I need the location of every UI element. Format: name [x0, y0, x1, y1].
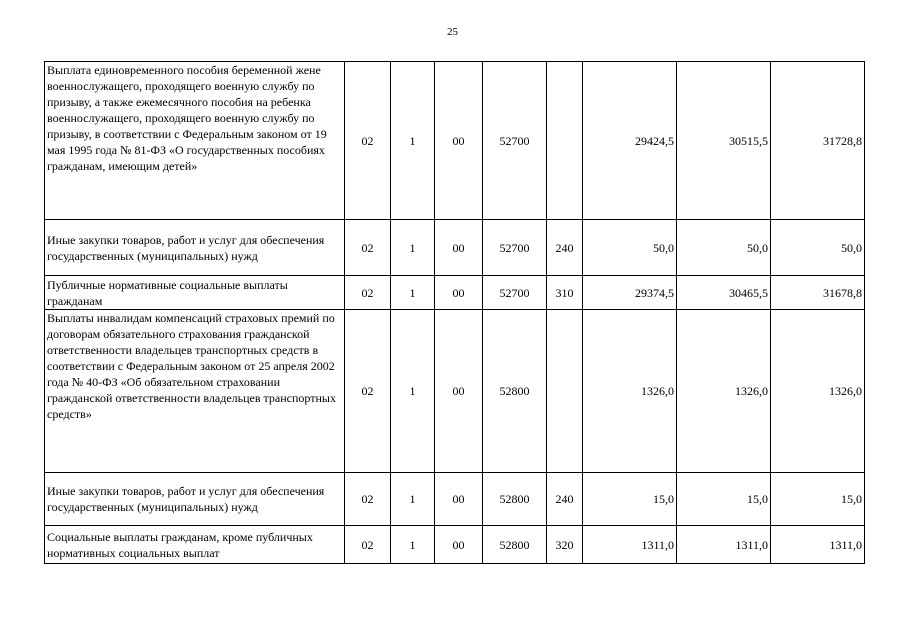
program-code: 1 [391, 276, 435, 310]
program-code: 1 [391, 310, 435, 473]
amount-year-2: 50,0 [677, 220, 771, 276]
direction-code: 52800 [483, 526, 547, 564]
direction-code: 52800 [483, 310, 547, 473]
section-code: 02 [345, 526, 391, 564]
section-code: 02 [345, 62, 391, 220]
subprogram-code: 00 [435, 220, 483, 276]
amount-year-1: 29374,5 [583, 276, 677, 310]
section-code: 02 [345, 310, 391, 473]
page-number: 25 [447, 26, 458, 38]
table-row [45, 526, 865, 564]
row-description: Социальные выплаты гражданам, кроме публичных нормативных социальных выплат [45, 526, 345, 564]
program-code: 1 [391, 220, 435, 276]
direction-code: 52700 [483, 62, 547, 220]
expense-type-code: 310 [547, 276, 583, 310]
expense-type-code: 240 [547, 473, 583, 526]
amount-year-3: 15,0 [771, 473, 865, 526]
subprogram-code: 00 [435, 62, 483, 220]
program-code: 1 [391, 526, 435, 564]
section-code: 02 [345, 276, 391, 310]
expense-type-code: 240 [547, 220, 583, 276]
amount-year-1: 15,0 [583, 473, 677, 526]
row-description: Выплата единовременного пособия беременной жене военнослужащего, проходящего военную службу по призыву, а также ежемесячного пособия на ребенка военнослужащего, проходящего военную службу по призыву, в соответствии с Федеральным законом от 19 мая 1995 года № 81-ФЗ «О государственных пособиях гражданам, имеющим детей» [45, 62, 345, 220]
section-code: 02 [345, 220, 391, 276]
table-row [45, 62, 865, 220]
row-description: Выплаты инвалидам компенсаций страховых премий по договорам обязательного страхования гражданской ответственности владельцев транспортных средств в соответствии с Федеральным законом от 25 апреля 2002 года № 40-ФЗ «Об обязательном страховании гражданской ответственности владельцев транспортных средств» [45, 310, 345, 473]
expense-type-code [547, 62, 583, 220]
amount-year-3: 1311,0 [771, 526, 865, 564]
amount-year-3: 31678,8 [771, 276, 865, 310]
table-row [45, 473, 865, 526]
row-description: Иные закупки товаров, работ и услуг для обеспечения государственных (муниципальных) нужд [45, 473, 345, 526]
amount-year-3: 31728,8 [771, 62, 865, 220]
amount-year-3: 1326,0 [771, 310, 865, 473]
amount-year-1: 29424,5 [583, 62, 677, 220]
program-code: 1 [391, 473, 435, 526]
amount-year-2: 1326,0 [677, 310, 771, 473]
amount-year-2: 30465,5 [677, 276, 771, 310]
program-code: 1 [391, 62, 435, 220]
section-code: 02 [345, 473, 391, 526]
amount-year-3: 50,0 [771, 220, 865, 276]
subprogram-code: 00 [435, 473, 483, 526]
amount-year-1: 1326,0 [583, 310, 677, 473]
amount-year-1: 50,0 [583, 220, 677, 276]
direction-code: 52700 [483, 220, 547, 276]
subprogram-code: 00 [435, 310, 483, 473]
amount-year-2: 1311,0 [677, 526, 771, 564]
amount-year-2: 30515,5 [677, 62, 771, 220]
amount-year-2: 15,0 [677, 473, 771, 526]
amount-year-1: 1311,0 [583, 526, 677, 564]
table-row [45, 310, 865, 473]
table-row [45, 276, 865, 310]
subprogram-code: 00 [435, 276, 483, 310]
expense-type-code: 320 [547, 526, 583, 564]
expense-type-code [547, 310, 583, 473]
table-row [45, 220, 865, 276]
row-description: Иные закупки товаров, работ и услуг для обеспечения государственных (муниципальных) нужд [45, 220, 345, 276]
row-description: Публичные нормативные социальные выплаты гражданам [45, 276, 345, 310]
subprogram-code: 00 [435, 526, 483, 564]
budget-table [44, 61, 865, 564]
direction-code: 52700 [483, 276, 547, 310]
direction-code: 52800 [483, 473, 547, 526]
